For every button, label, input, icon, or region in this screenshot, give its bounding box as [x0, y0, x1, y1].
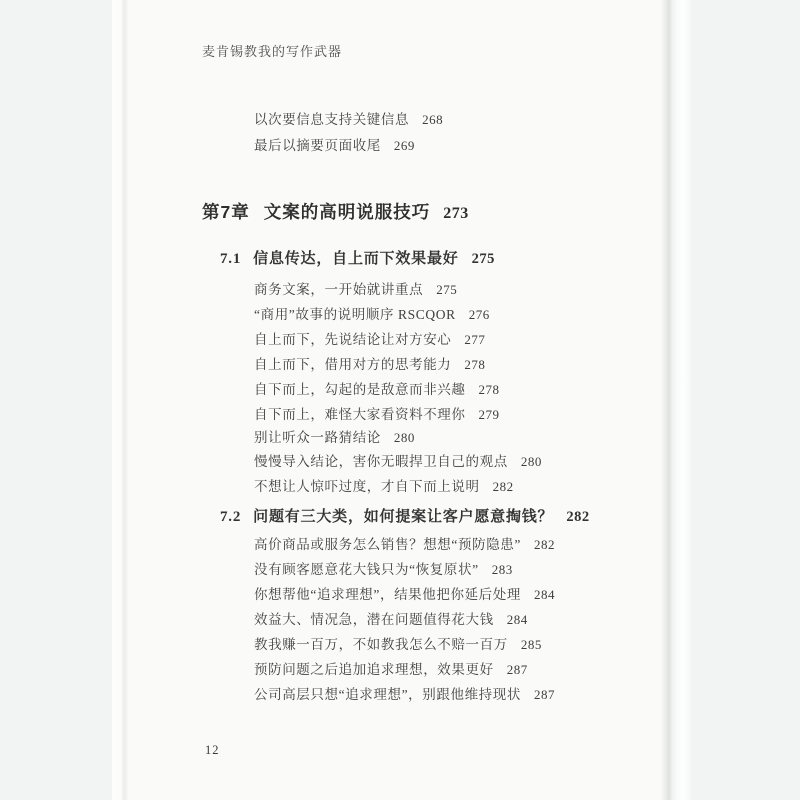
toc-entry: [254, 331, 485, 349]
toc-entry-page: 280: [520, 454, 542, 469]
toc-entry-page: 277: [464, 332, 486, 347]
toc-entry-page: 284: [533, 587, 555, 602]
toc-entry-page: 284: [506, 612, 528, 627]
toc-entry: [254, 381, 500, 399]
toc-entry-title: 自下而上，勾起的是敌意而非兴趣: [254, 382, 466, 397]
toc-entry-page: 268: [422, 112, 444, 127]
toc-entry-page: 287: [506, 662, 528, 677]
toc-entry-title: 自下而上，难怪大家看资料不理你: [254, 407, 466, 422]
chapter-page: 273: [443, 205, 469, 222]
toc-entry-page: 282: [492, 479, 514, 494]
page-number: 12: [205, 743, 220, 757]
toc-entry-title: 别让听众一路猜结论: [254, 430, 381, 445]
toc-entry: [254, 586, 555, 604]
section-number: 7.2: [220, 509, 242, 525]
toc-entry: [254, 478, 514, 496]
toc-entry-page: 276: [468, 307, 490, 322]
toc-entry-page: 269: [393, 138, 415, 153]
toc-entry-title: 预防问题之后追加追求理想，效果更好: [254, 662, 494, 677]
toc-entry-title: 效益大、情况急，潜在问题值得花大钱: [254, 612, 494, 627]
toc-entry: [254, 453, 542, 471]
toc-entry: [254, 661, 528, 679]
toc-entry-title: 自上而下，先说结论让对方安心: [254, 332, 452, 347]
toc-entry: [254, 281, 457, 299]
toc-entry-title: 没有顾客愿意花大钱只为“恢复原状”: [254, 562, 479, 577]
section-page: 282: [566, 509, 590, 525]
toc-entry-page: 275: [436, 282, 458, 297]
toc-entry-page: 279: [478, 407, 500, 422]
toc-entry: [254, 536, 555, 554]
section-title: 信息传达，自上而下效果最好: [253, 250, 459, 267]
toc-entry: [254, 306, 490, 324]
toc-entry: [254, 137, 415, 155]
toc-entry: [254, 111, 443, 129]
toc-entry-title: 高价商品或服务怎么销售？想想“预防隐患”: [254, 537, 521, 552]
section-heading-7-1: [220, 249, 495, 269]
chapter-title: 文案的高明说服技巧: [263, 202, 431, 222]
section-title: 问题有三大类，如何提案让客户愿意掏钱？: [253, 508, 554, 525]
toc-entry-title: “商用”故事的说明顺序 RSCQOR: [254, 307, 456, 322]
toc-entry-page: 285: [520, 637, 542, 652]
toc-entry: [254, 611, 528, 629]
toc-entry-title: 慢慢导入结论，害你无暇捍卫自己的观点: [254, 454, 508, 469]
toc-entry-page: 287: [533, 687, 555, 702]
running-header: 麦肯锡教我的写作武器: [202, 44, 343, 59]
toc-entry-page: 278: [478, 382, 500, 397]
book-page: [112, 0, 692, 800]
toc-entry-title: 自上而下，借用对方的思考能力: [254, 357, 452, 372]
toc-entry-title: 以次要信息支持关键信息: [254, 112, 410, 127]
toc-entry-title: 不想让人惊吓过度，才自下而上说明: [254, 479, 480, 494]
toc-entry: [254, 636, 542, 654]
toc-entry: [254, 686, 555, 704]
toc-entry-page: 280: [393, 430, 415, 445]
toc-entry-title: 公司高层只想“追求理想”，别跟他维持现状: [254, 687, 521, 702]
chapter-heading: [202, 200, 469, 226]
chapter-label: 第7章: [202, 202, 250, 222]
toc-entry: [254, 429, 415, 447]
toc-entry-page: 278: [464, 357, 486, 372]
section-heading-7-2: [220, 507, 590, 527]
toc-entry-page: 283: [491, 562, 513, 577]
toc-entry-page: 282: [533, 537, 555, 552]
toc-entry-title: 商务文案，一开始就讲重点: [254, 282, 424, 297]
toc-entry: [254, 561, 513, 579]
toc-entry-title: 最后以摘要页面收尾: [254, 138, 381, 153]
toc-entry: [254, 406, 500, 424]
toc-entry-title: 你想帮他“追求理想”，结果他把你延后处理: [254, 587, 521, 602]
section-page: 275: [471, 251, 495, 267]
section-number: 7.1: [220, 251, 242, 267]
toc-entry-title: 教我赚一百万，不如教我怎么不赔一百万: [254, 637, 508, 652]
toc-entry: [254, 356, 485, 374]
